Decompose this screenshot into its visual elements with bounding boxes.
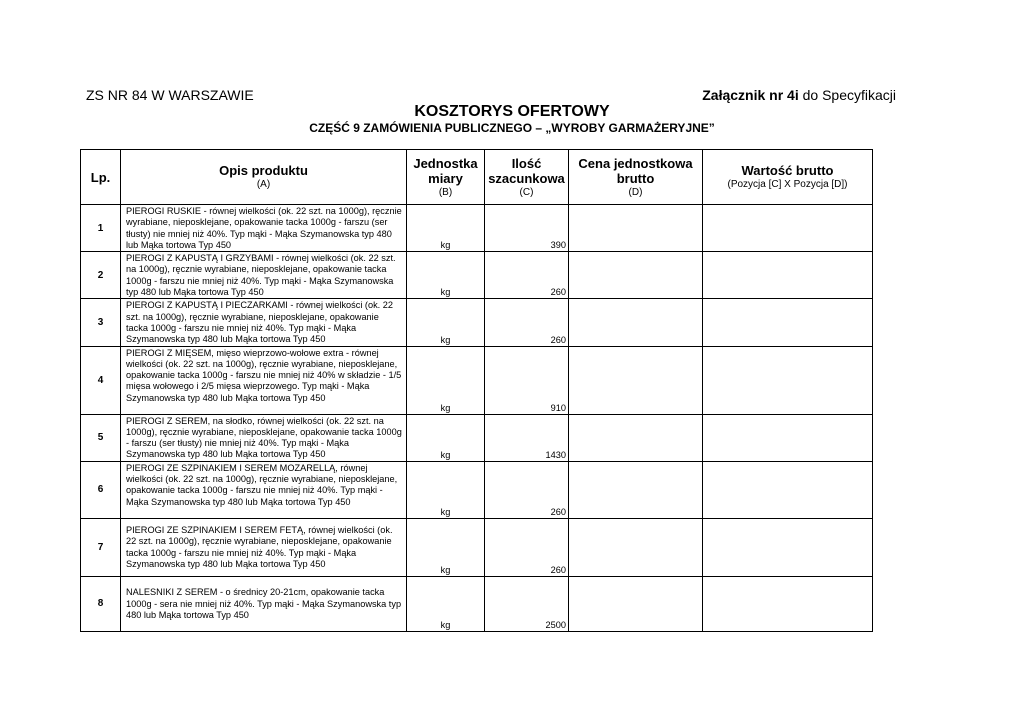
row-lp: 1 (81, 205, 121, 252)
table-row (81, 414, 873, 461)
row-gross-value-cell[interactable] (703, 576, 873, 631)
table-row (81, 346, 873, 414)
row-unit-price-cell[interactable] (569, 576, 703, 631)
table-row (81, 518, 873, 576)
row-quantity: 260 (485, 299, 569, 346)
row-gross-value-cell[interactable] (703, 299, 873, 346)
table-row (81, 299, 873, 346)
row-unit-price-cell[interactable] (569, 461, 703, 518)
row-quantity: 2500 (485, 576, 569, 631)
table-row (81, 461, 873, 518)
row-unit-price-cell[interactable] (569, 346, 703, 414)
row-unit: kg (407, 299, 485, 346)
row-lp: 6 (81, 461, 121, 518)
row-unit-price-cell[interactable] (569, 205, 703, 252)
row-description: PIEROGI Z KAPUSTĄ I GRZYBAMI - równej wielkości (ok. 22 szt. na 1000g), ręcznie wyrabiane, nieposklejane, opakowanie tacka 1000g - farszu nie mniej niż 40%. Typ mąki - Mąka Szymanowska typ 480 lub Mąka tortowa Typ 450 (121, 252, 407, 299)
row-gross-value-cell[interactable] (703, 346, 873, 414)
header-gross-value: Wartość brutto (Pozycja [C] X Pozycja [D]) (703, 150, 873, 205)
table-row (81, 205, 873, 252)
row-description: NALESNIKI Z SEREM - o średnicy 20-21cm, opakowanie tacka 1000g - sera nie mniej niż 40%. Typ mąki - Mąka Szymanowska typ 480 lub Mąka tortowa Typ 450 (121, 576, 407, 631)
table-header-row (81, 150, 873, 205)
table-row (81, 252, 873, 299)
page-subtitle: CZĘŚĆ 9 ZAMÓWIENIA PUBLICZNEGO – „WYROBY GARMAŻERYJNE” (309, 121, 715, 135)
row-unit: kg (407, 414, 485, 461)
row-unit: kg (407, 346, 485, 414)
header-lp: Lp. (81, 150, 121, 205)
header-description: Opis produktu (A) (121, 150, 407, 205)
row-unit-price-cell[interactable] (569, 299, 703, 346)
row-quantity: 260 (485, 518, 569, 576)
row-description: PIEROGI Z MIĘSEM, mięso wieprzowo-wołowe extra - równej wielkości (ok. 22 szt. na 1000g), ręcznie wyrabiane, nieposklejane, opakowanie tacka 1000g - farszu nie mniej niż 40% w składzie - 1/5 mięsa wołowego i 2/5 mięsa wieprzowego. Typ mąki - Mąka Szymanowska typ 480 lub Mąka tortowa Typ 450 (121, 346, 407, 414)
row-lp: 2 (81, 252, 121, 299)
row-lp: 7 (81, 518, 121, 576)
row-quantity: 910 (485, 346, 569, 414)
row-quantity: 260 (485, 461, 569, 518)
row-lp: 8 (81, 576, 121, 631)
row-unit: kg (407, 518, 485, 576)
school-name: ZS NR 84 W WARSZAWIE (86, 87, 254, 103)
row-unit: kg (407, 205, 485, 252)
row-description: PIEROGI ZE SZPINAKIEM I SEREM MOZARELLĄ, równej wielkości (ok. 22 szt. na 1000g), ręcznie wyrabiane, nieposklejane, opakowanie tacka 1000g - farszu nie mniej niż 40%. Typ mąki - Mąka Szymanowska typ 480 lub Mąka tortowa Typ 450 (121, 461, 407, 518)
header-quantity: Ilość szacunkowa (C) (485, 150, 569, 205)
row-description: PIEROGI Z KAPUSTĄ I PIECZARKAMI - równej wielkości (ok. 22 szt. na 1000g), ręcznie wyrabiane, nieposklejane, opakowanie tacka 1000g - farszu nie mniej niż 40%. Typ mąki - Mąka Szymanowska typ 480 lub Mąka tortowa Typ 450 (121, 299, 407, 346)
attachment-suffix: do Specyfikacji (798, 87, 896, 103)
row-quantity: 1430 (485, 414, 569, 461)
row-unit: kg (407, 576, 485, 631)
header-unit: Jednostka miary (B) (407, 150, 485, 205)
row-quantity: 260 (485, 252, 569, 299)
row-description: PIEROGI ZE SZPINAKIEM I SEREM FETĄ, równej wielkości (ok. 22 szt. na 1000g), ręcznie wyrabiane, nieposklejane, opakowanie tacka 1000g - farszu nie mniej niż 40%. Typ mąki - Mąka Szymanowska typ 480 lub Mąka tortowa Typ 450 (121, 518, 407, 576)
page-title: KOSZTORYS OFERTOWY (414, 103, 610, 120)
row-unit-price-cell[interactable] (569, 414, 703, 461)
row-lp: 4 (81, 346, 121, 414)
row-unit: kg (407, 252, 485, 299)
row-description: PIEROGI Z SEREM, na słodko, równej wielkości (ok. 22 szt. na 1000g), ręcznie wyrabiane, nieposklejane, opakowanie tacka 1000g - farszu (ser tłusty) nie mniej niż 40%. Typ mąki - Mąka Szymanowska typ 480 lub Mąka tortowa Typ 450 (121, 414, 407, 461)
row-gross-value-cell[interactable] (703, 205, 873, 252)
row-unit-price-cell[interactable] (569, 252, 703, 299)
row-unit: kg (407, 461, 485, 518)
row-unit-price-cell[interactable] (569, 518, 703, 576)
table-row (81, 576, 873, 631)
attachment-number: Załącznik nr 4i (702, 87, 799, 103)
row-lp: 5 (81, 414, 121, 461)
attachment-label (702, 87, 896, 103)
row-quantity: 390 (485, 205, 569, 252)
row-gross-value-cell[interactable] (703, 414, 873, 461)
row-gross-value-cell[interactable] (703, 461, 873, 518)
row-gross-value-cell[interactable] (703, 252, 873, 299)
row-lp: 3 (81, 299, 121, 346)
row-gross-value-cell[interactable] (703, 518, 873, 576)
cost-estimate-table (80, 149, 873, 632)
row-description: PIEROGI RUSKIE - równej wielkości (ok. 22 szt. na 1000g), ręcznie wyrabiane, nieposklejane, opakowanie tacka 1000g - farszu (ser tłusty) nie mniej niż 40%. Typ mąki - Mąka Szymanowska typ 480 lub Mąka tortowa Typ 450 (121, 205, 407, 252)
header-unit-price: Cena jednostkowa brutto (D) (569, 150, 703, 205)
